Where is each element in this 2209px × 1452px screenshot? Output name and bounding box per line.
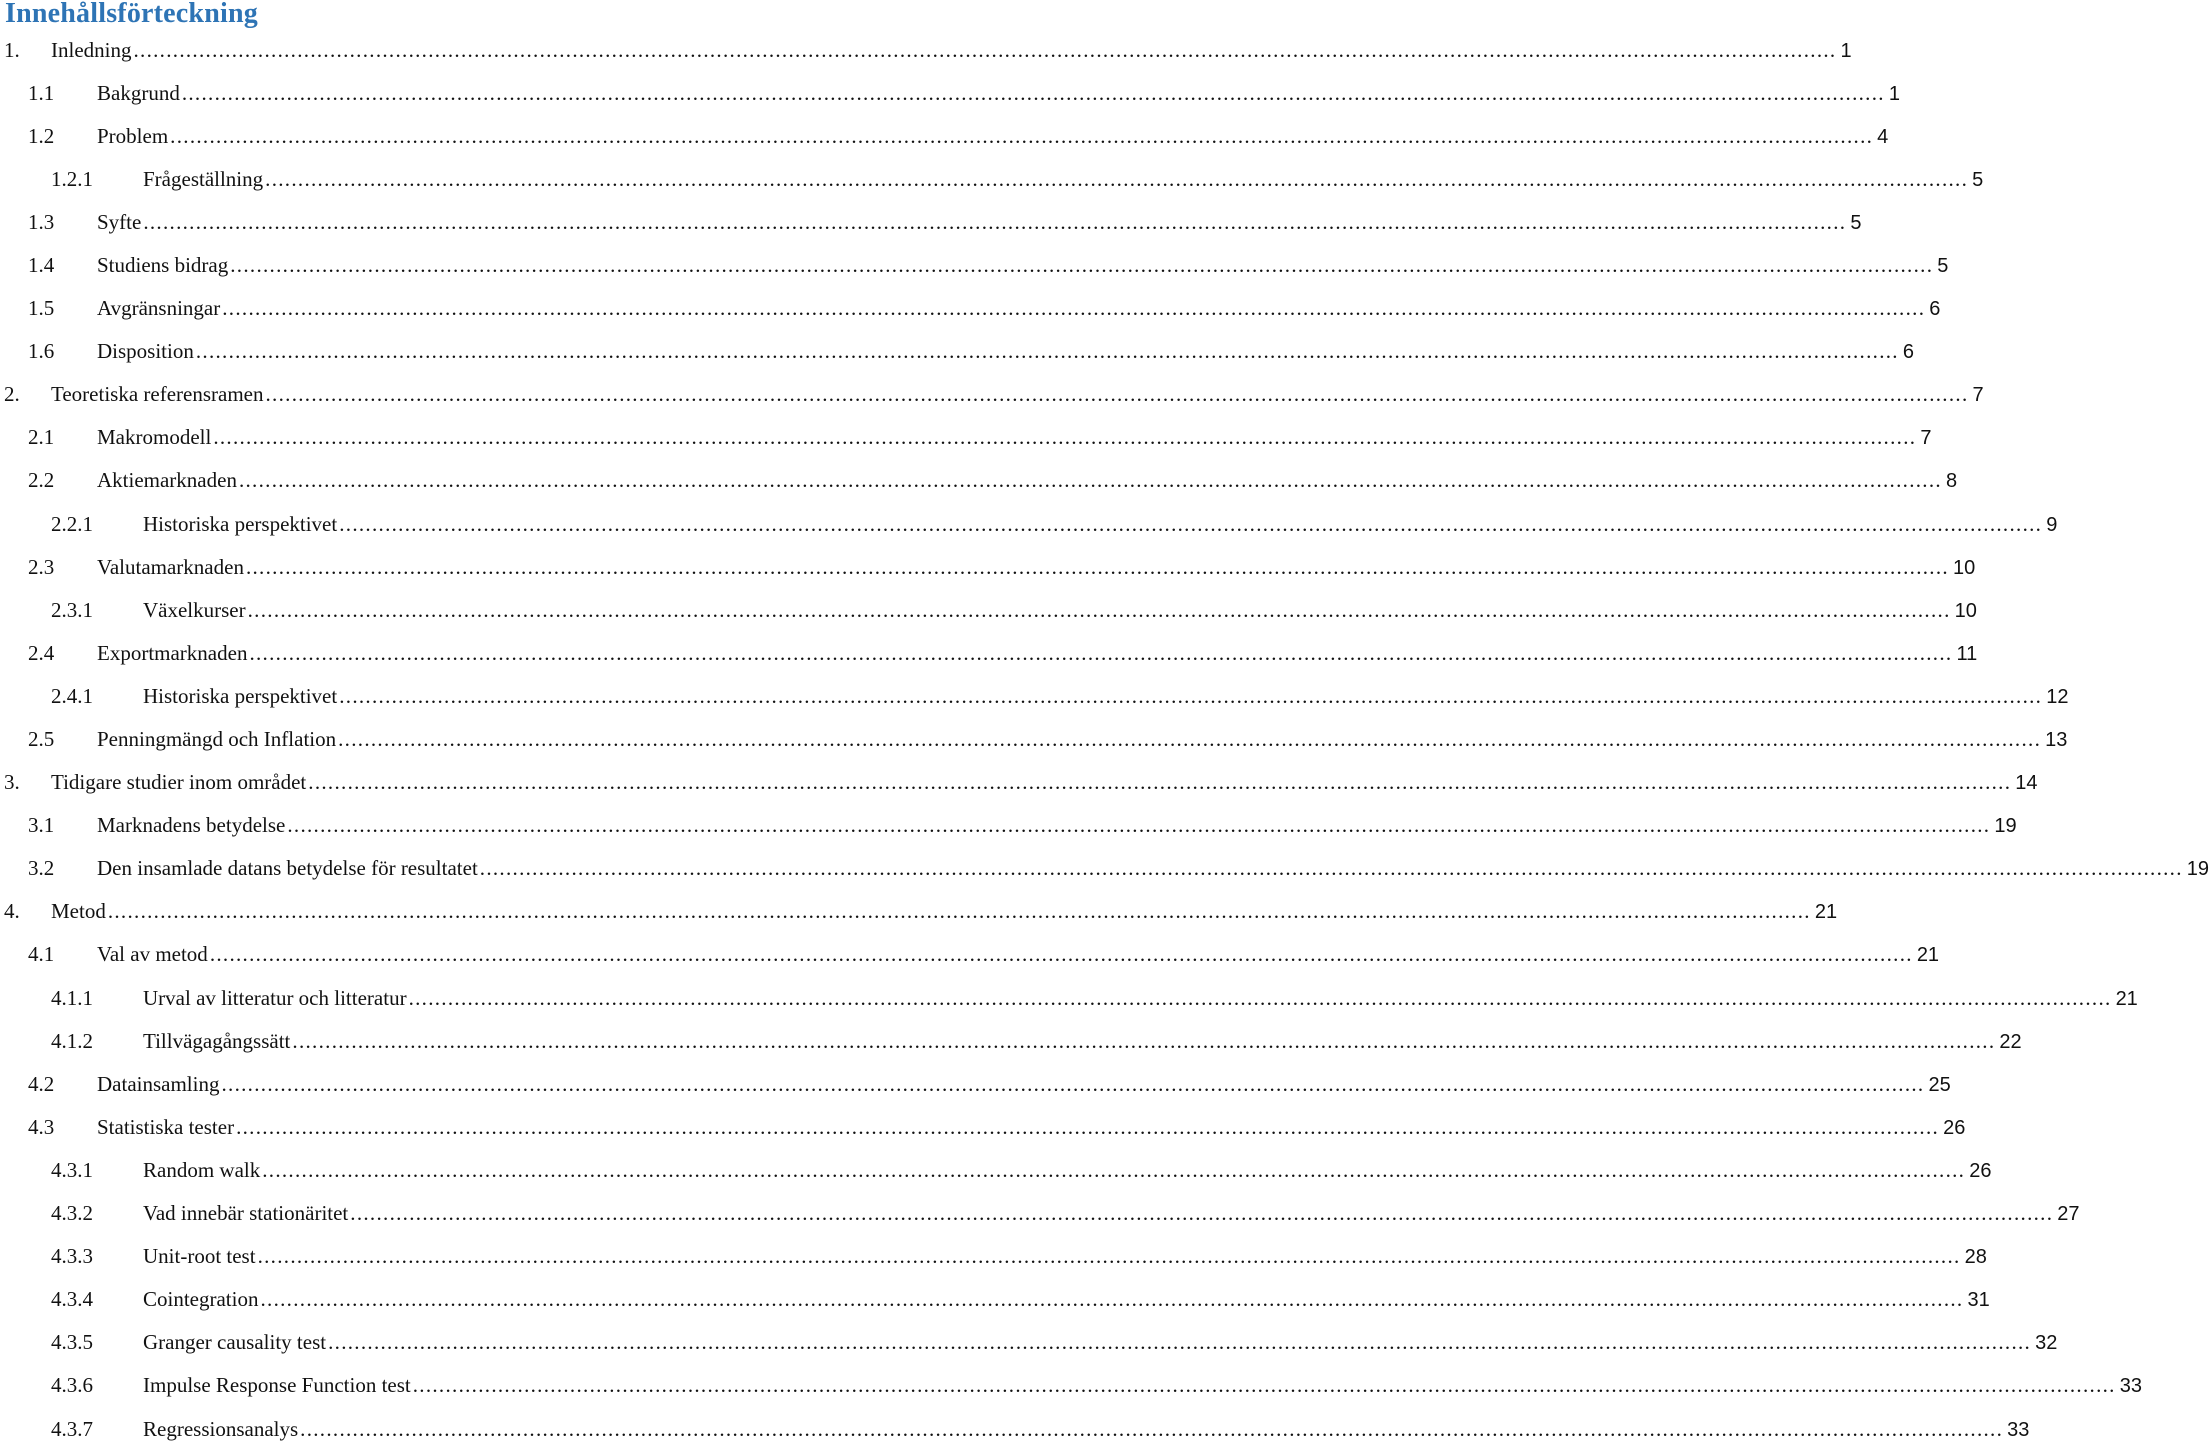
toc-entry-title: Cointegration: [143, 1287, 259, 1312]
toc-entry-body: [143, 977, 2138, 1021]
toc-dot-leader: ....................................................................................................................................................................................................................................................................: [133, 37, 1837, 62]
toc-entry-body: [97, 201, 1862, 245]
toc-entry[interactable]: [0, 459, 1958, 502]
toc-dot-leader: ....................................................................................................................................................................................................................................................................: [300, 1416, 2004, 1441]
toc-entry-page-number: 10: [1954, 599, 1977, 622]
toc-dot-leader: ....................................................................................................................................................................................................................................................................: [338, 727, 2042, 751]
toc-entry-page-number: 6: [1902, 341, 1914, 364]
toc-entry-page-number: 19: [2186, 858, 2209, 881]
toc-entry[interactable]: [0, 158, 1984, 201]
toc-entry-number: 2.: [4, 382, 20, 407]
toc-entry-page-number: 7: [1972, 384, 1984, 407]
toc-dot-leader: ....................................................................................................................................................................................................................................................................: [107, 899, 1811, 924]
toc-entry[interactable]: [0, 373, 1984, 416]
toc-entry[interactable]: [0, 546, 1976, 589]
toc-entry-title: Regressionsanalys: [143, 1416, 299, 1441]
toc-entry-page-number: 6: [1929, 298, 1941, 321]
toc-entry-number: 1.1: [28, 80, 55, 105]
toc-entry[interactable]: [0, 1278, 1990, 1321]
toc-entry-body: [97, 115, 1889, 159]
toc-entry-body: [143, 158, 1984, 202]
toc-entry[interactable]: [0, 675, 2069, 718]
toc-dot-leader: ....................................................................................................................................................................................................................................................................: [328, 1330, 2032, 1355]
toc-entry[interactable]: [0, 503, 2058, 546]
toc-entry[interactable]: [0, 244, 1949, 287]
toc-entry-body: [51, 890, 1838, 934]
toc-entry-title: Inledning: [51, 37, 132, 62]
toc-entry[interactable]: [0, 72, 1900, 115]
toc-entry-number: 2.4: [28, 640, 55, 665]
toc-entry[interactable]: [0, 1192, 2080, 1235]
toc-entry-page-number: 12: [2046, 685, 2069, 708]
toc-dot-leader: ....................................................................................................................................................................................................................................................................: [238, 468, 1942, 493]
toc-dot-leader: ....................................................................................................................................................................................................................................................................: [339, 511, 2043, 536]
toc-dot-leader: ....................................................................................................................................................................................................................................................................: [181, 80, 1885, 105]
toc-entry-title: Tillvägagångssätt: [143, 1028, 291, 1053]
toc-entry-body: [97, 244, 1949, 288]
toc-entry-body: [97, 287, 1941, 331]
toc-entry-page-number: 13: [2045, 729, 2068, 751]
toc-entry-body: [143, 589, 1977, 633]
toc-entry[interactable]: [0, 718, 2068, 761]
toc-entry-page-number: 26: [1969, 1159, 1992, 1182]
toc-entry-number: 2.4.1: [51, 683, 93, 708]
toc-entry-title: Val av metod: [97, 942, 208, 967]
toc-entry-page-number: 21: [2115, 987, 2138, 1010]
toc-entry-number: 4.3.7: [51, 1416, 93, 1441]
toc-entry-title: Växelkurser: [143, 597, 246, 622]
toc-entry-body: [143, 1364, 2142, 1408]
toc-entry[interactable]: [0, 115, 1889, 158]
toc-entry-body: [97, 847, 2209, 891]
toc-entry-page-number: 5: [1937, 254, 1949, 277]
toc-entry[interactable]: [0, 201, 1862, 244]
toc-entry-title: Makromodell: [97, 425, 212, 450]
toc-dot-leader: ....................................................................................................................................................................................................................................................................: [350, 1201, 2054, 1226]
toc-entry-page-number: 19: [1994, 815, 2017, 838]
toc-entry-number: 1.: [4, 37, 20, 62]
toc-entry-number: 2.3.1: [51, 597, 93, 622]
toc-entry-number: 4.3.3: [51, 1244, 93, 1269]
toc-entry[interactable]: [0, 29, 1852, 72]
toc-entry-page-number: 7: [1920, 427, 1932, 450]
toc-entry-title: Frågeställning: [143, 166, 264, 191]
toc-dot-leader: ....................................................................................................................................................................................................................................................................: [287, 813, 1991, 838]
toc-entry-body: [97, 933, 1940, 977]
toc-entry-body: [143, 1321, 2058, 1365]
toc-entry-number: 4.2: [28, 1071, 55, 1096]
toc-entry-page-number: 1: [1840, 39, 1852, 62]
toc-entry-page-number: 22: [1999, 1030, 2022, 1053]
toc-entry-title: Bakgrund: [97, 80, 180, 105]
toc-dot-leader: ....................................................................................................................................................................................................................................................................: [412, 1373, 2116, 1398]
toc-entry-page-number: 9: [2046, 513, 2058, 536]
toc-dot-leader: ....................................................................................................................................................................................................................................................................: [308, 770, 2012, 795]
toc-entry-body: [143, 503, 2058, 547]
toc-entry-body: [97, 330, 1914, 374]
toc-entry-number: 4.3.4: [51, 1287, 93, 1312]
toc-entry-page-number: 1: [1888, 82, 1900, 105]
toc-entry-number: 1.5: [28, 296, 55, 321]
toc-entry-title: Penningmängd och Inflation: [97, 727, 337, 751]
toc-entry-title: Valutamarknaden: [97, 554, 244, 579]
toc-entry-number: 2.2.1: [51, 511, 93, 536]
toc-entry-page-number: 27: [2057, 1203, 2080, 1226]
toc-entry[interactable]: [0, 890, 1838, 933]
toc-title: Innehållsförteckning: [5, 0, 258, 29]
toc-entry-number: 4.1: [28, 942, 55, 967]
toc-entry-number: 4.3.6: [51, 1373, 93, 1398]
toc-entry-page-number: 25: [1928, 1073, 1951, 1096]
toc-entry-number: 2.2: [28, 468, 55, 493]
toc-entry-page-number: 33: [2007, 1418, 2030, 1441]
toc-entry-body: [51, 29, 1852, 73]
toc-entry-body: [143, 1192, 2080, 1236]
toc-entry-number: 3.1: [28, 813, 55, 838]
toc-entry-title: Random walk: [143, 1157, 261, 1182]
toc-entry-title: Problem: [97, 123, 169, 148]
toc-list: [0, 29, 2209, 1451]
toc-entry-page-number: 21: [1814, 901, 1838, 924]
toc-entry-body: [97, 416, 1932, 460]
toc-entry-title: Metod: [51, 899, 106, 924]
toc-entry-number: 4.: [4, 899, 20, 924]
toc-entry[interactable]: [0, 1063, 1951, 1106]
toc-dot-leader: ....................................................................................................................................................................................................................................................................: [143, 209, 1847, 234]
toc-dot-leader: ....................................................................................................................................................................................................................................................................: [249, 640, 1953, 665]
toc-entry-body: [97, 718, 2068, 762]
toc-entry-number: 2.1: [28, 425, 55, 450]
toc-entry[interactable]: [0, 1235, 1987, 1278]
toc-dot-leader: ....................................................................................................................................................................................................................................................................: [245, 554, 1949, 579]
toc-entry[interactable]: [0, 804, 2017, 847]
toc-entry-title: Datainsamling: [97, 1071, 220, 1096]
toc-dot-leader: ....................................................................................................................................................................................................................................................................: [265, 382, 1969, 407]
toc-entry-page-number: 5: [1850, 211, 1862, 234]
toc-entry-body: [97, 1106, 1966, 1150]
toc-entry[interactable]: [0, 287, 1941, 330]
toc-dot-leader: ....................................................................................................................................................................................................................................................................: [170, 123, 1874, 148]
toc-entry[interactable]: [0, 589, 1977, 632]
toc-entry-body: [143, 1408, 2030, 1452]
toc-entry-title: Disposition: [97, 339, 194, 364]
toc-entry-body: [97, 459, 1958, 503]
toc-entry[interactable]: [0, 977, 2138, 1020]
toc-entry[interactable]: [0, 632, 1978, 675]
toc-entry-body: [97, 804, 2017, 848]
toc-entry-number: 2.3: [28, 554, 55, 579]
toc-entry-title: Avgränsningar: [97, 296, 221, 321]
toc-entry-body: [51, 373, 1984, 417]
toc-entry-title: Teoretiska referensramen: [51, 382, 264, 407]
toc-entry-body: [143, 1235, 1987, 1279]
toc-entry-number: 4.1.2: [51, 1028, 93, 1053]
toc-dot-leader: ....................................................................................................................................................................................................................................................................: [339, 683, 2043, 708]
toc-entry-page-number: 8: [1945, 470, 1958, 493]
toc-entry-number: 4.3.1: [51, 1157, 93, 1182]
toc-dot-leader: ....................................................................................................................................................................................................................................................................: [236, 1114, 1940, 1139]
toc-entry-page-number: 14: [2015, 772, 2038, 795]
toc-entry-body: [143, 1020, 2022, 1064]
toc-entry[interactable]: [0, 1020, 2022, 1063]
toc-entry[interactable]: [0, 1321, 2058, 1364]
toc-dot-leader: ....................................................................................................................................................................................................................................................................: [479, 856, 2183, 881]
toc-entry-title: Urval av litteratur och litteratur: [143, 985, 407, 1010]
toc-entry-body: [143, 1149, 1992, 1193]
toc-entry-title: Vad innebär stationäritet: [143, 1201, 349, 1226]
toc-dot-leader: ....................................................................................................................................................................................................................................................................: [222, 296, 1926, 321]
toc-entry[interactable]: [0, 933, 1940, 976]
toc-entry-title: Tidigare studier inom området: [51, 770, 307, 795]
toc-entry-page-number: 33: [2119, 1375, 2142, 1398]
toc-entry-page-number: 21: [1916, 944, 1940, 967]
toc-entry-number: 1.3: [28, 209, 55, 234]
toc-entry-body: [143, 675, 2069, 719]
toc-dot-leader: ....................................................................................................................................................................................................................................................................: [260, 1287, 1964, 1312]
toc-entry-page-number: 5: [1972, 168, 1984, 191]
toc-dot-leader: ....................................................................................................................................................................................................................................................................: [262, 1157, 1966, 1182]
toc-entry[interactable]: [0, 330, 1914, 373]
toc-entry-number: 1.2: [28, 123, 55, 148]
toc-entry-page-number: 32: [2035, 1332, 2058, 1355]
toc-dot-leader: ....................................................................................................................................................................................................................................................................: [247, 597, 1951, 622]
toc-entry-number: 4.3: [28, 1114, 55, 1139]
toc-entry-title: Den insamlade datans betydelse för resultatet: [97, 856, 478, 881]
toc-entry-number: 4.3.5: [51, 1330, 93, 1355]
toc-entry-body: [97, 1063, 1951, 1107]
toc-entry-number: 3.2: [28, 856, 55, 881]
toc-entry[interactable]: [0, 1149, 1992, 1192]
toc-entry-title: Impulse Response Function test: [143, 1373, 411, 1398]
toc-dot-leader: ....................................................................................................................................................................................................................................................................: [292, 1028, 1996, 1053]
toc-entry-page-number: 28: [1964, 1246, 1987, 1269]
toc-dot-leader: ....................................................................................................................................................................................................................................................................: [257, 1244, 1961, 1269]
toc-dot-leader: ....................................................................................................................................................................................................................................................................: [221, 1071, 1925, 1096]
toc-entry-number: 2.5: [28, 727, 55, 751]
toc-dot-leader: ....................................................................................................................................................................................................................................................................: [195, 339, 1899, 364]
toc-entry-body: [143, 1278, 1990, 1322]
toc-entry-title: Exportmarknaden: [97, 640, 248, 665]
toc-entry-page-number: 26: [1943, 1116, 1966, 1139]
toc-dot-leader: ....................................................................................................................................................................................................................................................................: [265, 166, 1969, 191]
toc-entry[interactable]: [0, 1408, 2030, 1451]
toc-entry-number: 4.1.1: [51, 985, 93, 1010]
toc-entry-title: Historiska perspektivet: [143, 683, 338, 708]
toc-entry-page-number: 31: [1967, 1289, 1990, 1312]
toc-entry-number: 1.4: [28, 252, 55, 277]
toc-entry-body: [97, 72, 1900, 116]
toc-entry-number: 1.2.1: [51, 166, 93, 191]
toc-entry[interactable]: [0, 1106, 1966, 1149]
toc-entry-number: 4.3.2: [51, 1201, 93, 1226]
toc-entry[interactable]: [0, 761, 2038, 804]
toc-entry-page-number: 4: [1877, 125, 1889, 148]
toc-entry-title: Historiska perspektivet: [143, 511, 338, 536]
toc-entry-title: Aktiemarknaden: [97, 468, 237, 493]
toc-entry[interactable]: [0, 416, 1932, 459]
toc-entry-title: Statistiska tester: [97, 1114, 235, 1139]
toc-entry-title: Unit-root test: [143, 1244, 256, 1269]
toc-dot-leader: ....................................................................................................................................................................................................................................................................: [408, 985, 2112, 1010]
toc-entry[interactable]: [0, 1364, 2142, 1407]
toc-entry-number: 3.: [4, 770, 20, 795]
toc-entry-title: Granger causality test: [143, 1330, 327, 1355]
toc-entry-number: 1.6: [28, 339, 55, 364]
toc-entry-body: [51, 761, 2038, 805]
toc-entry-page-number: 10: [1952, 556, 1976, 579]
toc-entry-title: Syfte: [97, 209, 142, 234]
toc-dot-leader: ....................................................................................................................................................................................................................................................................: [230, 252, 1934, 277]
toc-entry[interactable]: [0, 847, 2209, 890]
toc-entry-body: [97, 632, 1978, 676]
toc-entry-body: [97, 546, 1976, 590]
toc-entry-page-number: 11: [1956, 642, 1978, 665]
toc-dot-leader: ....................................................................................................................................................................................................................................................................: [213, 425, 1917, 450]
toc-entry-title: Marknadens betydelse: [97, 813, 286, 838]
toc-entry-title: Studiens bidrag: [97, 252, 229, 277]
toc-dot-leader: ....................................................................................................................................................................................................................................................................: [209, 942, 1913, 967]
